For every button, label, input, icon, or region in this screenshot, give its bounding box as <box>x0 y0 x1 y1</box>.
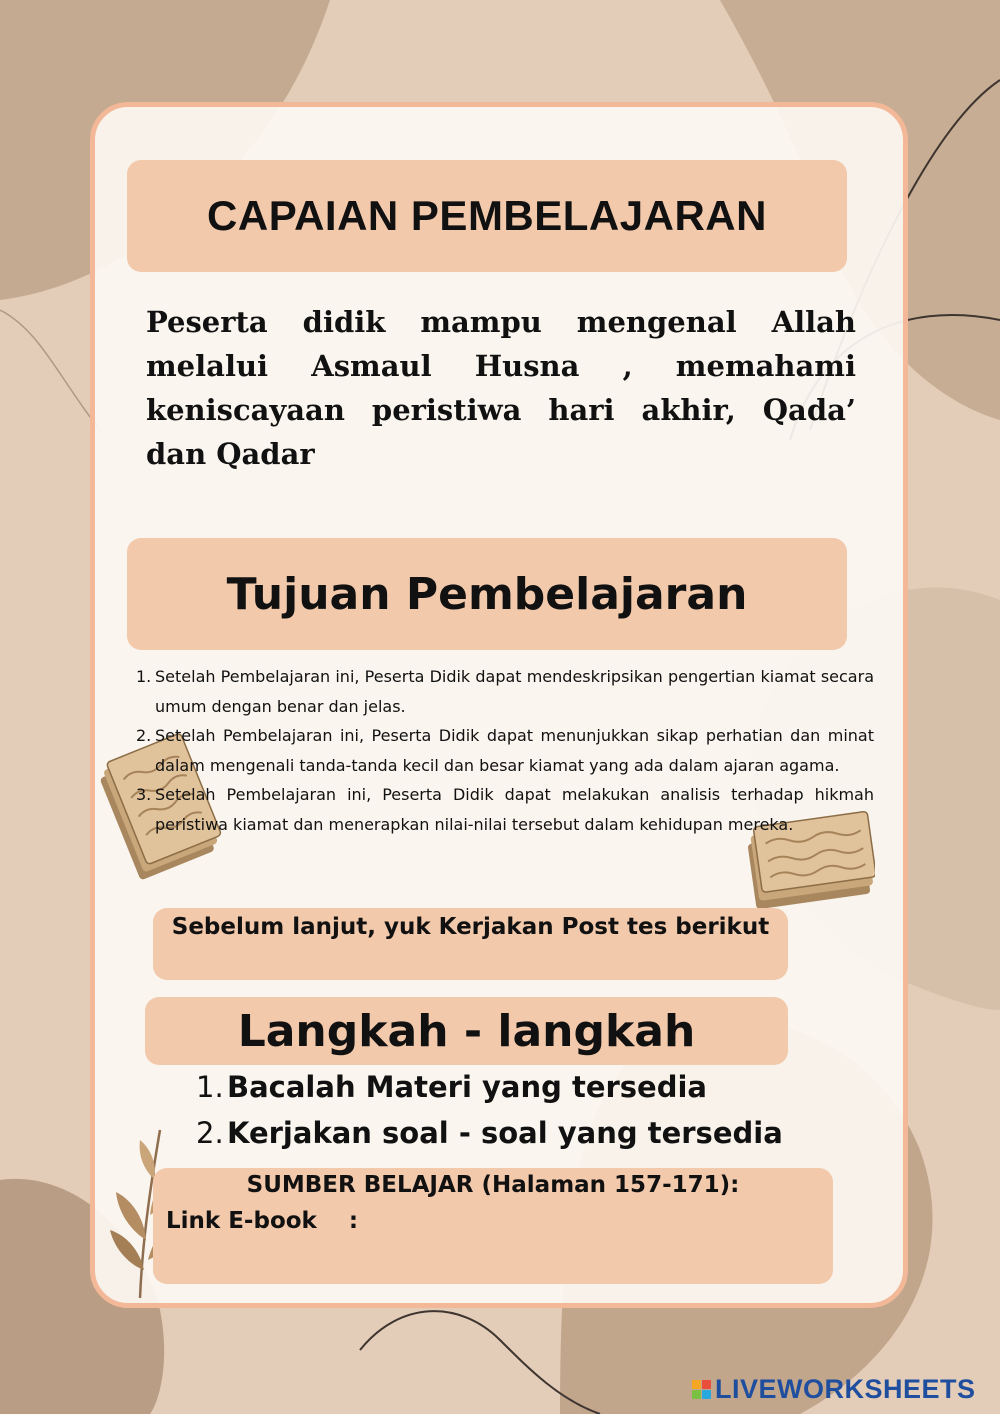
list-item-text: Setelah Pembelajaran ini, Peserta Didik dapat melakukan analisis terhadap hikmah peristiwa kiamat dan menerapkan nilai-nilai tersebut dalam kehidupan mereka. <box>155 785 874 834</box>
list-item-text: Setelah Pembelajaran ini, Peserta Didik dapat mendeskripsikan pengertian kiamat secara umum dengan benar dan jelas. <box>155 667 874 716</box>
list-item <box>136 721 874 780</box>
post-test-prompt: Sebelum lanjut, yuk Kerjakan Post tes berikut <box>171 914 770 940</box>
tujuan-title: Tujuan Pembelajaran <box>226 568 748 620</box>
langkah-list <box>196 1064 783 1156</box>
capaian-text: Peserta didik mampu mengenal Allah melalui Asmaul Husna , memahami keniscayaan peristiwa hari akhir, Qada’ dan Qadar <box>146 305 856 471</box>
list-item-text: Bacalah Materi yang tersedia <box>227 1070 707 1104</box>
tujuan-banner <box>127 538 847 650</box>
capaian-title: CAPAIAN PEMBELAJARAN <box>207 192 767 239</box>
list-item-number: 2. <box>196 1116 224 1150</box>
list-item-number: 3. <box>136 785 152 804</box>
list-item-text: Kerjakan soal - soal yang tersedia <box>227 1116 783 1150</box>
ebook-link-label[interactable]: Link E-book : <box>166 1208 359 1234</box>
liveworksheets-logo-icon <box>692 1380 711 1399</box>
list-item-number: 1. <box>196 1070 224 1104</box>
post-test-banner[interactable] <box>153 908 788 980</box>
liveworksheets-logo[interactable] <box>692 1374 976 1405</box>
langkah-banner <box>145 997 788 1065</box>
capaian-banner <box>127 160 847 272</box>
list-item <box>196 1110 783 1156</box>
sumber-belajar-box <box>153 1168 833 1284</box>
list-item <box>196 1064 783 1110</box>
list-item-number: 1. <box>136 667 152 686</box>
tujuan-list <box>136 662 874 839</box>
langkah-title: Langkah - langkah <box>237 1005 696 1057</box>
sumber-title: SUMBER BELAJAR (Halaman 157-171): <box>246 1172 740 1198</box>
list-item <box>136 662 874 721</box>
list-item <box>136 780 874 839</box>
brand-name: LIVEWORKSHEETS <box>715 1374 976 1404</box>
list-item-text: Setelah Pembelajaran ini, Peserta Didik dapat menunjukkan sikap perhatian dan minat dalam mengenali tanda-tanda kecil dan besar kiamat yang ada dalam ajaran agama. <box>155 726 874 775</box>
list-item-number: 2. <box>136 726 152 745</box>
